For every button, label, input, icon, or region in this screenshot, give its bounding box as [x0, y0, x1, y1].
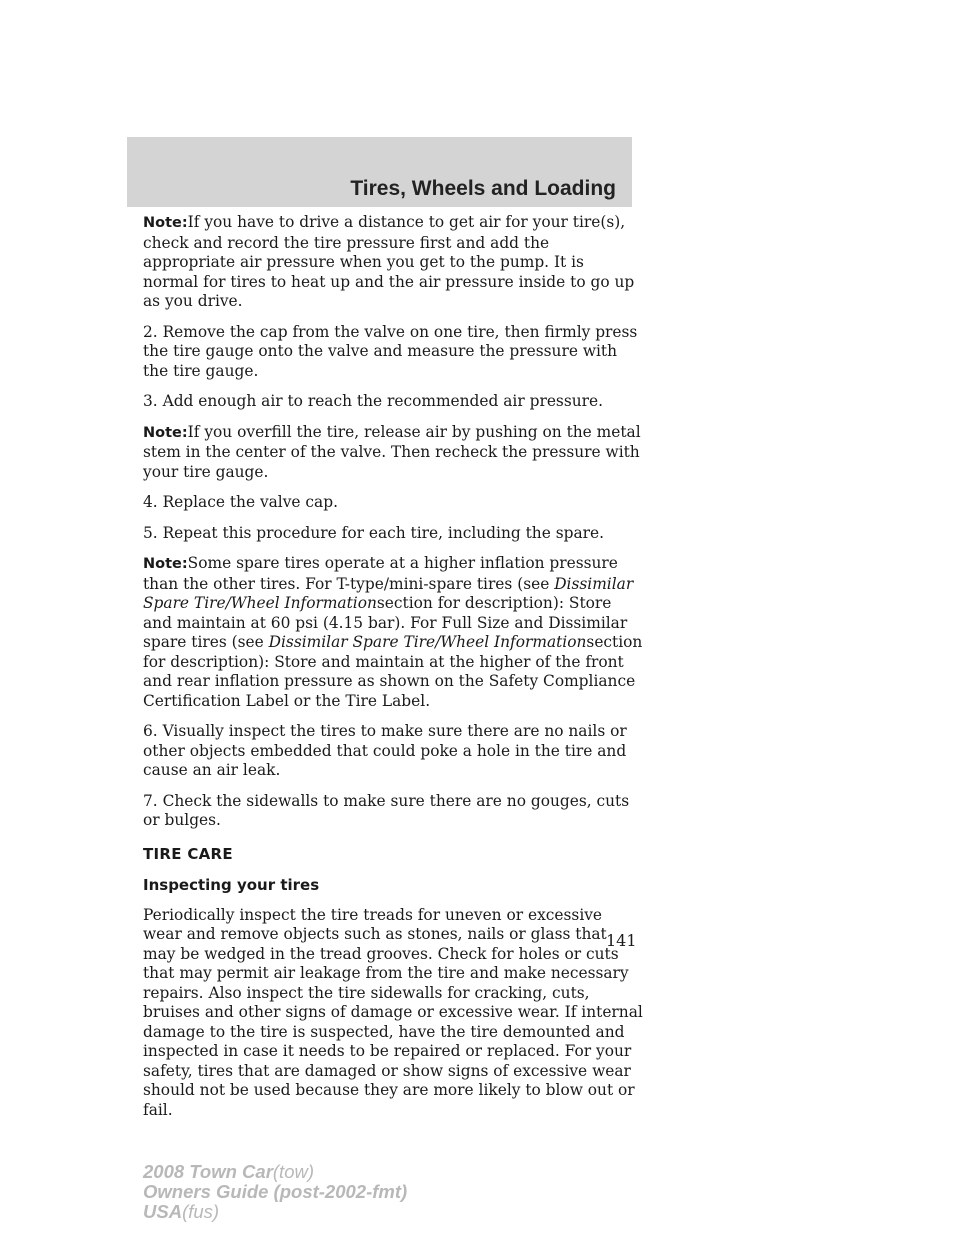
- footer-line: [143, 1182, 407, 1202]
- note-label: Note:: [143, 556, 188, 572]
- footer: [143, 1162, 407, 1222]
- header-band: [127, 137, 632, 207]
- cross-reference: Dissimilar Spare Tire/Wheel Information: [268, 633, 587, 651]
- step-7: 7. Check the sidewalls to make sure there are no gouges, cuts or bulges.: [143, 791, 630, 829]
- footer-line: [143, 1162, 407, 1182]
- subheading: Inspecting your tires: [143, 876, 320, 894]
- note-label: Note:: [143, 424, 188, 441]
- step-3: 3. Add enough air to reach the recommended air pressure.: [143, 392, 603, 410]
- note-label: Note:: [143, 215, 188, 231]
- note-text: If you have to drive a distance to get air for your tire(s), check and record the tire pressure first and add the appropriate air pressure when you get to the pump. It is normal for tires to heat up and the air pressure inside to go up as you drive.: [143, 213, 635, 310]
- note-text: section for description): Store and maintain at the higher of the front and rear inflation pressure as shown on the Safety Compliance Certification Label or the Tire Label.: [143, 633, 643, 710]
- step-4: 4. Replace the valve cap.: [143, 493, 338, 511]
- cross-reference: Dissimilar Spare Tire/Wheel Information: [143, 574, 634, 612]
- note-paragraph: [143, 213, 643, 312]
- inspect-paragraph: Periodically inspect the tire treads for uneven or excessive wear and remove objects such as stones, nails or glass that may be wedged in the tread grooves. Check for holes or cuts that may permit air leakage from the tire and make necessary repairs. Also inspect the tire sidewalls for cracking, cuts, bruises and other signs of damage or excessive wear. If internal damage to the tire is suspected, have the tire demounted and inspected in case it needs to be repaired or replaced. For your safety, tires that are damaged or show signs of excessive wear should not be used because they are more likely to blow out or fail.: [143, 905, 643, 1119]
- page-title: Tires, Wheels and Loading: [350, 177, 616, 200]
- page-content: [143, 213, 643, 1131]
- footer-code: (fus): [182, 1201, 220, 1222]
- footer-line: [143, 1202, 407, 1222]
- page-number: 141: [606, 931, 637, 950]
- note-paragraph: [143, 554, 643, 711]
- note-text: If you overfill the tire, release air by pushing on the metal stem in the center of the valve. Then recheck the pressure with your tire gauge.: [143, 422, 641, 481]
- step-6: 6. Visually inspect the tires to make sure there are no nails or other objects embedded that could poke a hole in the tire and cause an air leak.: [143, 722, 627, 779]
- footer-market: USA: [143, 1201, 183, 1222]
- section-heading: TIRE CARE: [143, 844, 233, 863]
- step-5: 5. Repeat this procedure for each tire, including the spare.: [143, 523, 604, 542]
- footer-model: 2008 Town Car: [143, 1161, 273, 1182]
- note-text: section for description): Store and maintain at 60 psi (4.15 bar). For Full Size and Dissimilar spare tires (see: [143, 594, 628, 651]
- footer-code: (tow): [272, 1161, 315, 1182]
- note-paragraph: [143, 423, 643, 483]
- step-2: 2. Remove the cap from the valve on one tire, then firmly press the tire gauge onto the valve and measure the pressure with the tire gauge.: [143, 322, 638, 380]
- note-text: Some spare tires operate at a higher inflation pressure than the other tires. For T-type/mini-spare tires (see: [143, 554, 618, 593]
- footer-guide: Owners Guide (post-2002-fmt): [143, 1181, 408, 1202]
